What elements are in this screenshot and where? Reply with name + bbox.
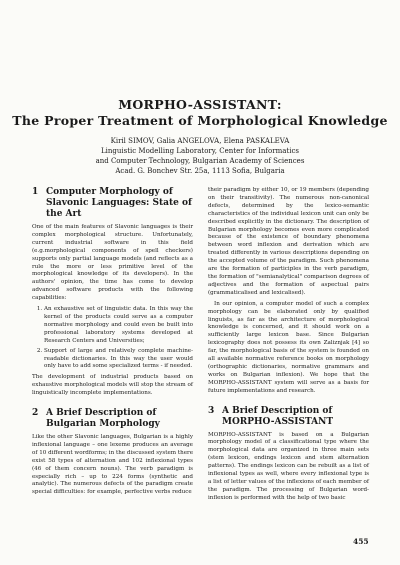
section-1-title: Computer Morphology of Slavonic Languages: State of the Art [46,187,192,219]
left-column [32,187,193,500]
section-2-title: A Brief Description of Bulgarian Morphology [46,408,160,430]
paper-title: MORPHO-ASSISTANT: [118,97,282,112]
section-2-paragraph-3: In our opinion, a computer model of such a complex morphology can be elaborated only by qualified linguists, as far as the architecture of morphological knowledge is concerned, and it should work on a sufficiently large lexicon base. Since Bulgarian lexicography does not possess its own Zaliznjak [4] so far, the morphological basis of the system is founded on all available normative reference books on morphology (orthographic dictionaries, normative grammars and works on Bulgarian inflexion). We hope that the MORPHO-ASSISTANT system will serve as a basis for future implementations and research. [208,300,369,394]
section-3-heading [208,406,369,428]
paper-subtitle: The Proper Treatment of Morphological Knowledge [12,113,388,128]
section-2-number: 2 [32,408,39,419]
section-2-paragraph-2: their paradigm by either 10, or 19 members (depending on their transitivity). The numerous non-canonical defects, determined by the lexico-semantic characteristics of the individual lexicon unit can only be described explicitly in the dictionary. The description of Bulgarian morphology becomes even more complicated because of the existence of boundary phenomena between word inflexion and derivation which are treated differently in various descriptions depending on the accepted volume of the paradigm. Such phenomena are the formation of participles in the verb paradigm, the formation of "semianalytical" comparison degrees of adjectives and the formation of aspectual pairs (grammaticalised and lexicalised). [208,187,369,296]
affiliation-line-1: Linguistic Modelling Laboratory, Center for Informatics [101,147,299,155]
section-1-paragraph-1: One of the main features of Slavonic languages is their complex morphological structure. Unfortunately, current industrial software in this field (e.g.morphological components of spell checkers) supports only partial language models (and reflects as a rule the more or less primitive level of the morphological knowledge of its developers). In the authors' opinion, the time has come to develop advanced software products with the following capabilities: [32,224,193,302]
right-column [208,187,369,506]
capabilities-list [32,306,193,371]
section-1-paragraph-2: The development of industrial products based on exhaustive morphological models will stop the stream of linguistically incomplete implementations. [32,374,193,397]
affiliation-line-2: and Computer Technology, Bulgarian Academy of Sciences [95,157,305,165]
address-line: Acad. G. Bonchev Str. 25a, 1113 Sofia, Bulgaria [115,167,285,175]
page-number: 455 [353,537,369,546]
section-1-number: 1 [32,187,39,197]
section-2-heading [32,408,193,430]
section-3-number: 3 [208,405,215,416]
section-3-paragraph-1: MORPHO-ASSISTANT is based on a Bulgarian morphology model of a classificational type where the morphological data are organized in three main sets (stem lexicon, endings lexicon and stem alternation patterns). The endings lexicon can be rebuilt as a list of inflexional types as well, where every inflexional type is a list of letter values of the inflexions of each member of the paradigm. The processing of Bulgarian word-inflexion is performed with the help of two basic [208,431,369,501]
author-list: Kiril SIMOV, Galia ANGELOVA, Elena PASKALEVA [110,137,290,145]
section-3-title: A Brief Description of MORPHO-ASSISTANT [222,405,334,427]
section-2-paragraph-1: Like the other Slavonic languages, Bulgarian is a highly inflexional language – one lexeme produces an average of 10 different wordforms; in the discussed system there exist 58 types of alternation and 102 inflexional types (46 of them concern nouns). The verb paradigm is especially rich – up to 224 forms (synthetic and analytic). The numerous defects of the paradigm create special difficulties: for example, perfective verbs reduce [32,434,193,496]
capability-item-1: 1. An exhaustive set of linguistic data. In this way the kernel of the products could serve as a computer normative morphology and could even be built into professional laboratory systems developed at Research Centers and Universities; [44,306,193,346]
section-1-heading [32,187,193,220]
capability-item-2: 2. Support of large and relatively complete machine-readable dictionaries. In this way the user would only have to add some specialized terms - if needed. [44,348,193,372]
